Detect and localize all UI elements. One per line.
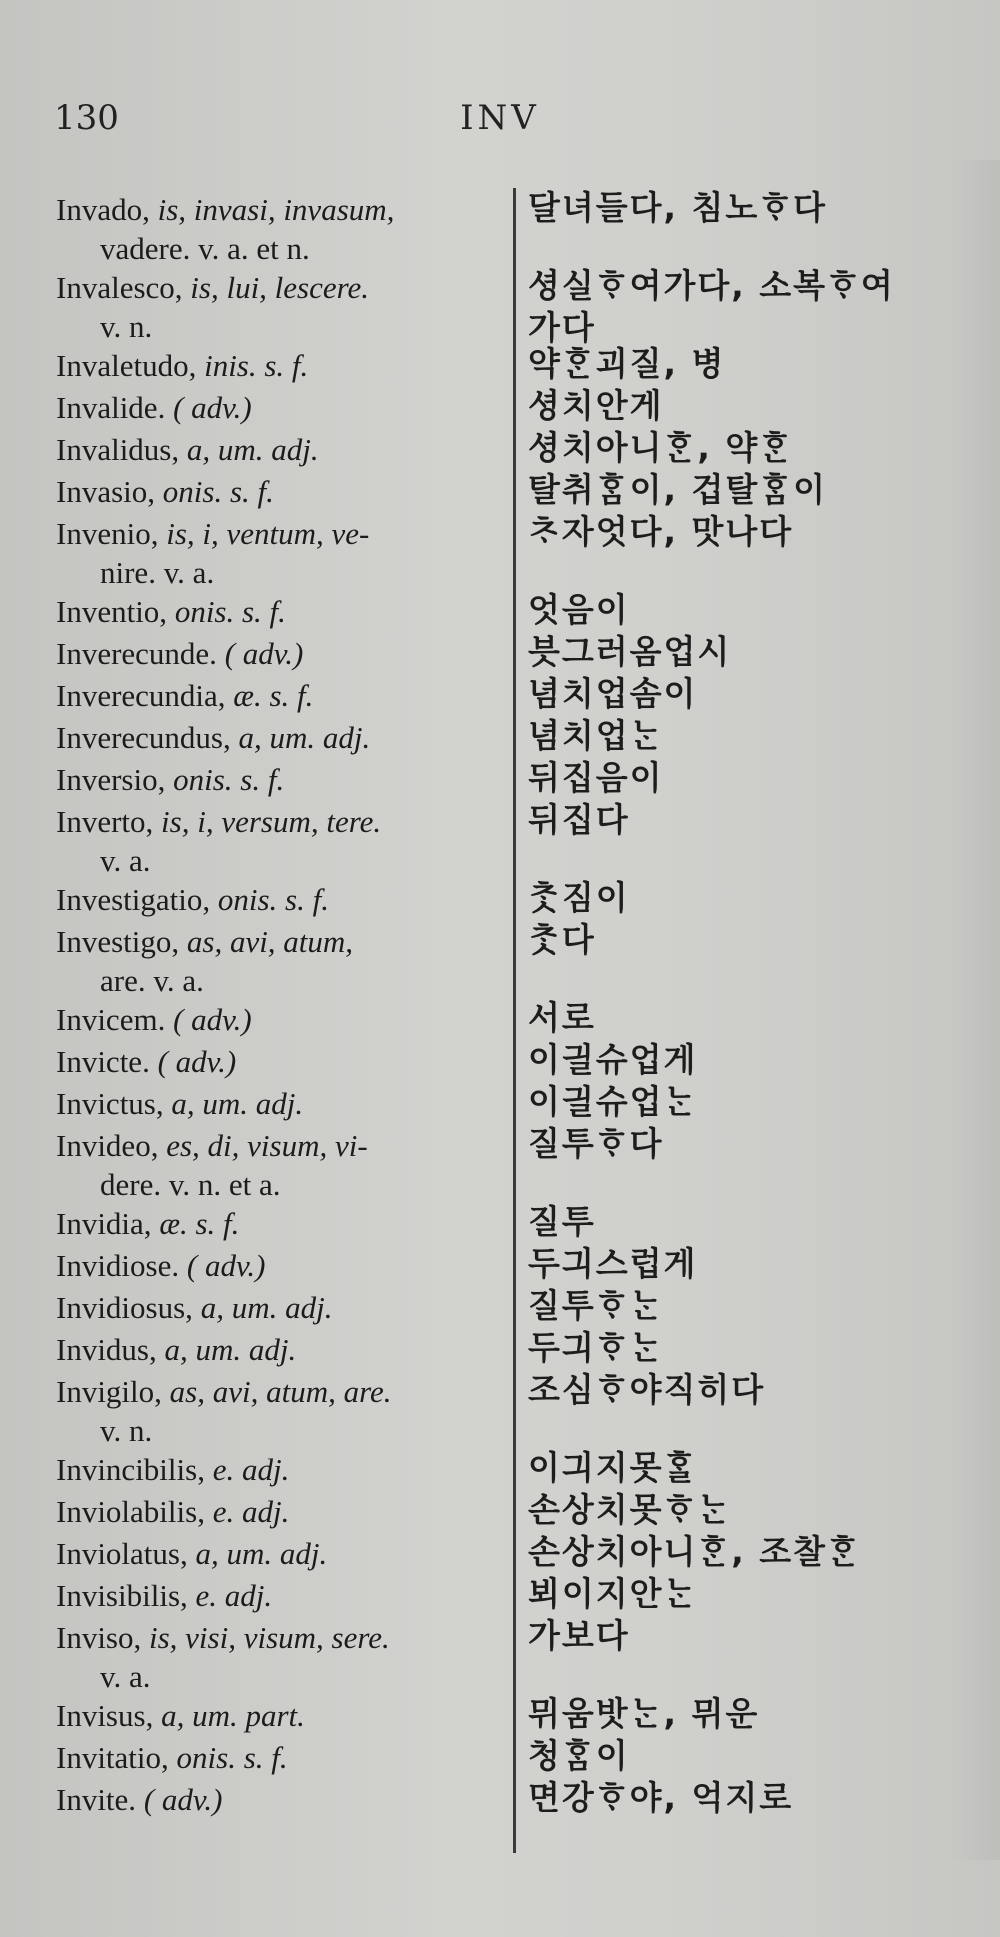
inflection: ( adv.) xyxy=(143,1782,223,1817)
latin-line xyxy=(56,1128,368,1163)
korean-line: 달녀들다, 침노ᄒᆞ다 xyxy=(528,188,828,227)
inflection: a, um. part. xyxy=(161,1698,305,1733)
column-divider xyxy=(513,188,516,1853)
latin-continuation: vadere. v. a. et n. xyxy=(100,231,310,266)
korean-gloss xyxy=(528,511,988,553)
latin-headword xyxy=(56,1618,506,1696)
korean-gloss xyxy=(528,799,988,841)
headword: Inverecunde. xyxy=(56,636,225,671)
korean-gloss xyxy=(528,1123,988,1165)
korean-line: 념치업솜이 xyxy=(528,674,698,713)
korean-gloss xyxy=(528,1693,988,1735)
korean-line: 질투ᄒᆞᄂᆞᆫ xyxy=(528,1286,664,1325)
inflection: e. adj. xyxy=(212,1452,290,1487)
inflection: inis. s. f. xyxy=(204,348,309,383)
inflection: as, avi, atum, xyxy=(186,924,354,959)
latin-line xyxy=(56,1494,289,1529)
korean-line: 이긜슈업게 xyxy=(528,1040,698,1079)
latin-continuation: dere. v. n. et a. xyxy=(100,1167,281,1202)
latin-headword xyxy=(56,1576,506,1615)
korean-line: 셩실ᄒᆞ여가다, 소복ᄒᆞ여 xyxy=(528,266,895,305)
inflection: æ. s. f. xyxy=(233,678,314,713)
headword: Inviso, xyxy=(56,1620,149,1655)
inflection: is, i, ventum, ve- xyxy=(166,516,370,551)
korean-line: 뒤집다 xyxy=(528,800,630,839)
headword: Invalesco, xyxy=(56,270,191,305)
latin-headword xyxy=(56,760,506,799)
latin-line xyxy=(56,1698,305,1733)
headword: Invite. xyxy=(56,1782,144,1817)
inflection: e. adj. xyxy=(195,1578,273,1613)
inflection: onis. s. f. xyxy=(176,1740,288,1775)
latin-continuation: nire. v. a. xyxy=(100,555,215,590)
headword: Invisus, xyxy=(56,1698,162,1733)
korean-gloss xyxy=(528,1285,988,1327)
inflection: es, di, visum, vi- xyxy=(166,1128,368,1163)
latin-headword xyxy=(56,1534,506,1573)
latin-headword xyxy=(56,346,506,385)
latin-line xyxy=(56,192,394,227)
korean-line: 셩치아니ᄒᆞᆫ, 약ᄒᆞᆫ xyxy=(528,428,794,467)
headword: Invicem. xyxy=(56,1002,174,1037)
korean-line: 가보다 xyxy=(528,1616,630,1655)
latin-headword xyxy=(56,1288,506,1327)
latin-continuation: v. a. xyxy=(100,843,151,878)
latin-headword xyxy=(56,1246,506,1285)
latin-headword xyxy=(56,718,506,757)
latin-line xyxy=(56,762,284,797)
latin-headword xyxy=(56,1372,506,1450)
latin-continuation: are. v. a. xyxy=(100,963,204,998)
korean-gloss xyxy=(528,343,988,385)
latin-line xyxy=(56,1332,296,1367)
korean-line: 약ᄒᆞᆫ괴질, 병 xyxy=(528,344,726,383)
headword: Invidia, xyxy=(56,1206,160,1241)
inflection: ( adv.) xyxy=(157,1044,237,1079)
latin-headword xyxy=(56,514,506,592)
inflection: a, um. adj. xyxy=(164,1332,297,1367)
headword: Inverto, xyxy=(56,804,162,839)
korean-line: ᄎᆞᆺ짐이 xyxy=(528,878,630,917)
korean-gloss xyxy=(528,469,988,511)
page-header xyxy=(54,98,954,148)
latin-line xyxy=(56,1206,239,1241)
latin-line xyxy=(56,432,319,467)
latin-line xyxy=(56,678,313,713)
latin-headword xyxy=(56,1042,506,1081)
inflection: ( adv.) xyxy=(173,390,252,425)
korean-line: 두긔ᄒᆞᄂᆞᆫ xyxy=(528,1328,664,1367)
latin-headword xyxy=(56,634,506,673)
korean-line: 이긔지못ᄒᆞᆯ xyxy=(528,1448,698,1487)
headword: Invado, xyxy=(56,192,158,227)
latin-continuation: v. a. xyxy=(100,1659,151,1694)
headword: Invicte. xyxy=(56,1044,158,1079)
korean-gloss xyxy=(528,1081,988,1123)
korean-gloss xyxy=(528,1777,988,1819)
inflection: onis. s. f. xyxy=(174,594,286,629)
latin-line xyxy=(56,1290,332,1325)
inflection: a, um. adj. xyxy=(238,720,371,755)
headword: Investigo, xyxy=(56,924,187,959)
korean-gloss xyxy=(528,1447,988,1489)
inflection: ( adv.) xyxy=(224,636,304,671)
headword: Invigilo, xyxy=(56,1374,170,1409)
latin-line xyxy=(56,1044,236,1079)
latin-line xyxy=(56,348,308,383)
korean-line: 손상치아니ᄒᆞᆫ, 조찰ᄒᆞᆫ xyxy=(528,1532,861,1571)
korean-line: 청ᄒᆞᆷ이 xyxy=(528,1736,630,1775)
korean-gloss xyxy=(528,1573,988,1615)
korean-gloss xyxy=(528,1369,988,1411)
latin-line xyxy=(56,1248,265,1283)
korean-gloss xyxy=(528,187,988,229)
inflection: a, um. adj. xyxy=(200,1290,333,1325)
korean-gloss xyxy=(528,589,988,631)
inflection: e. adj. xyxy=(212,1494,290,1529)
inflection: onis. s. f. xyxy=(162,474,274,509)
latin-headword xyxy=(56,430,506,469)
headword: Invasio, xyxy=(56,474,163,509)
korean-gloss xyxy=(528,673,988,715)
korean-gloss xyxy=(528,1039,988,1081)
korean-line: 뒤집음이 xyxy=(528,758,664,797)
headword: Invidiosus, xyxy=(56,1290,201,1325)
latin-line xyxy=(56,636,303,671)
latin-line xyxy=(56,390,252,425)
latin-headword xyxy=(56,1738,506,1777)
korean-gloss xyxy=(528,427,988,469)
latin-line xyxy=(56,924,353,959)
headword: Invaletudo, xyxy=(56,348,205,383)
latin-line xyxy=(56,720,370,755)
latin-line xyxy=(56,1452,289,1487)
headword: Inviolabilis, xyxy=(56,1494,213,1529)
korean-gloss xyxy=(528,997,988,1039)
page-number: 130 xyxy=(54,98,119,138)
korean-line: 념치업ᄂᆞᆫ xyxy=(528,716,664,755)
latin-line xyxy=(56,594,286,629)
latin-headword xyxy=(56,190,506,268)
latin-headword xyxy=(56,802,506,880)
latin-line xyxy=(56,1536,327,1571)
inflection: is, invasi, invasum, xyxy=(157,192,395,227)
headword: Inviolatus, xyxy=(56,1536,196,1571)
latin-headword xyxy=(56,1450,506,1489)
latin-headword xyxy=(56,1000,506,1039)
korean-gloss xyxy=(528,1201,988,1243)
latin-line xyxy=(56,804,381,839)
korean-gloss xyxy=(528,385,988,427)
inflection: a, um. adj. xyxy=(195,1536,328,1571)
running-head: INV xyxy=(460,98,540,138)
headword: Invalidus, xyxy=(56,432,187,467)
latin-line xyxy=(56,474,274,509)
latin-continuation: v. n. xyxy=(100,309,153,344)
inflection: æ. s. f. xyxy=(159,1206,240,1241)
headword: Invisibilis, xyxy=(56,1578,196,1613)
korean-gloss xyxy=(528,631,988,673)
korean-gloss xyxy=(528,265,988,349)
headword: Inverecundus, xyxy=(56,720,239,755)
inflection: onis. s. f. xyxy=(217,882,329,917)
inflection: a, um. adj. xyxy=(171,1086,304,1121)
korean-gloss xyxy=(528,877,988,919)
latin-headword xyxy=(56,880,506,919)
headword: Inverecundia, xyxy=(56,678,234,713)
inflection: is, visi, visum, sere. xyxy=(149,1620,390,1655)
korean-line: 엇음이 xyxy=(528,590,630,629)
korean-gloss xyxy=(528,919,988,961)
headword: Invidiose. xyxy=(56,1248,187,1283)
latin-headword xyxy=(56,388,506,427)
headword: Invitatio, xyxy=(56,1740,177,1775)
korean-line: 질투 xyxy=(528,1202,596,1241)
latin-line xyxy=(56,270,369,305)
latin-headword xyxy=(56,1492,506,1531)
inflection: ( adv.) xyxy=(173,1002,252,1037)
latin-headword xyxy=(56,1780,506,1819)
korean-gloss xyxy=(528,1327,988,1369)
latin-headword xyxy=(56,1126,506,1204)
korean-line: 뮈움밧ᄂᆞᆫ, 뮈운 xyxy=(528,1694,760,1733)
korean-line: 셩치안게 xyxy=(528,386,664,425)
inflection: onis. s. f. xyxy=(173,762,285,797)
headword: Invenio, xyxy=(56,516,167,551)
korean-line: 조심ᄒᆞ야직히다 xyxy=(528,1370,766,1409)
korean-line: 이긜슈업ᄂᆞᆫ xyxy=(528,1082,698,1121)
korean-line: 질투ᄒᆞ다 xyxy=(528,1124,664,1163)
korean-gloss xyxy=(528,715,988,757)
headword: Invincibilis, xyxy=(56,1452,213,1487)
headword: Invidus, xyxy=(56,1332,165,1367)
korean-line: 손상치못ᄒᆞᄂᆞᆫ xyxy=(528,1490,732,1529)
korean-line: 븟그러옴업시 xyxy=(528,632,732,671)
latin-line xyxy=(56,516,369,551)
latin-headword xyxy=(56,676,506,715)
latin-line xyxy=(56,1782,222,1817)
latin-line xyxy=(56,1086,303,1121)
korean-gloss xyxy=(528,757,988,799)
latin-line xyxy=(56,1578,272,1613)
inflection: as, avi, atum, are. xyxy=(169,1374,392,1409)
latin-continuation: v. n. xyxy=(100,1413,153,1448)
korean-continuation: 가다 xyxy=(528,308,596,347)
korean-line: 뵈이지안ᄂᆞᆫ xyxy=(528,1574,698,1613)
latin-headword xyxy=(56,268,506,346)
latin-headword xyxy=(56,592,506,631)
latin-headword xyxy=(56,1204,506,1243)
korean-gloss xyxy=(528,1615,988,1657)
headword: Investigatio, xyxy=(56,882,218,917)
korean-line: 면강ᄒᆞ야, 억지로 xyxy=(528,1778,794,1817)
korean-line: ᄎᆞᆺ다 xyxy=(528,920,596,959)
latin-line xyxy=(56,1620,390,1655)
latin-line xyxy=(56,1740,288,1775)
korean-gloss xyxy=(528,1735,988,1777)
headword: Inventio, xyxy=(56,594,175,629)
headword: Invalide. xyxy=(56,390,174,425)
latin-headword xyxy=(56,472,506,511)
inflection: ( adv.) xyxy=(186,1248,266,1283)
latin-line xyxy=(56,882,329,917)
latin-headword xyxy=(56,1330,506,1369)
korean-line: 서로 xyxy=(528,998,596,1037)
korean-gloss xyxy=(528,1489,988,1531)
korean-line: 탈취ᄒᆞᆷ이, 겁탈ᄒᆞᆷ이 xyxy=(528,470,828,509)
headword: Invictus, xyxy=(56,1086,172,1121)
inflection: a, um. adj. xyxy=(186,432,319,467)
headword: Inversio, xyxy=(56,762,174,797)
latin-line xyxy=(56,1374,392,1409)
latin-line xyxy=(56,1002,252,1037)
korean-gloss xyxy=(528,1243,988,1285)
latin-headword xyxy=(56,1696,506,1735)
headword: Invideo, xyxy=(56,1128,167,1163)
korean-line: ᄎᆞ자엇다, 맛나다 xyxy=(528,512,794,551)
korean-gloss xyxy=(528,1531,988,1573)
latin-headword xyxy=(56,922,506,1000)
inflection: is, i, versum, tere. xyxy=(161,804,382,839)
inflection: is, lui, lescere. xyxy=(190,270,370,305)
latin-headword xyxy=(56,1084,506,1123)
korean-line: 두긔스럽게 xyxy=(528,1244,698,1283)
